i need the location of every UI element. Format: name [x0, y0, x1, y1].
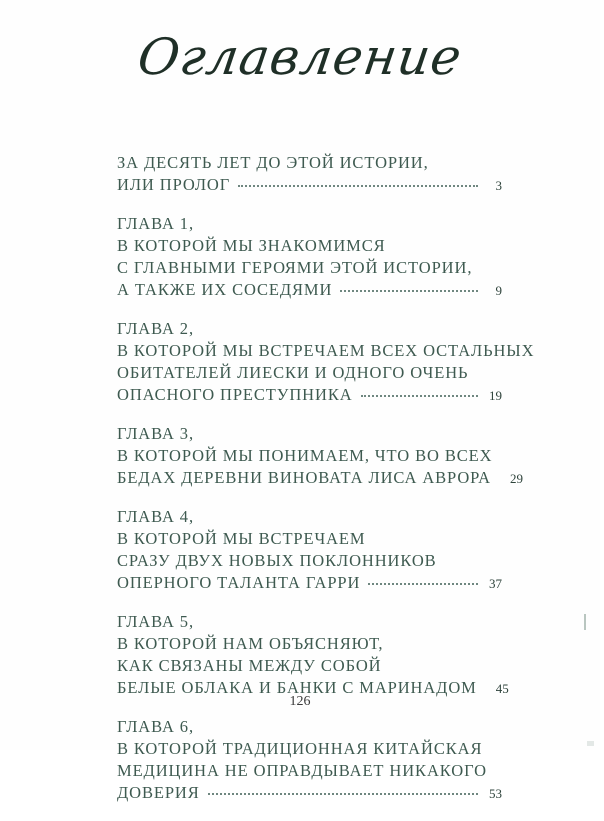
toc-entry-last-text: А ТАКЖЕ ИХ СОСЕДЯМИ	[117, 280, 333, 299]
toc-entry	[117, 611, 509, 700]
toc-entry-line: ГЛАВА 5,	[117, 612, 194, 631]
toc-entry	[117, 423, 523, 490]
toc-entry-line: ГЛАВА 1,	[117, 214, 194, 233]
toc-entry	[117, 506, 502, 595]
dot-leader	[340, 290, 478, 292]
corner-mark	[587, 741, 594, 746]
toc-entry-last-text: ДОВЕРИЯ	[117, 783, 200, 802]
toc-page-number: 53	[489, 786, 502, 801]
toc-entry-last-line	[117, 467, 523, 490]
toc-entry-last-text: ИЛИ ПРОЛОГ	[117, 175, 231, 194]
toc-page-number: 9	[495, 283, 502, 298]
toc-entry-line: ОБИТАТЕЛЕЙ ЛИЕСКИ И ОДНОГО ОЧЕНЬ	[117, 363, 469, 382]
toc-entry-line: В КОТОРОЙ МЫ ПОНИМАЕМ, ЧТО ВО ВСЕХ	[117, 446, 493, 465]
toc-entry-last-line	[117, 782, 502, 805]
page-title: Оглавление	[134, 28, 466, 86]
toc-entry-line: ЗА ДЕСЯТЬ ЛЕТ ДО ЭТОЙ ИСТОРИИ,	[117, 153, 429, 172]
toc-entry-last-text: БЕДАХ ДЕРЕВНИ ВИНОВАТА ЛИСА АВРОРА	[117, 468, 491, 487]
page-number: 126	[289, 694, 311, 709]
toc-entry	[117, 318, 535, 407]
toc-page-number: 29	[509, 471, 523, 486]
toc-entry-last-line	[117, 384, 502, 407]
toc-entry-line: В КОТОРОЙ НАМ ОБЪЯСНЯЮТ,	[117, 634, 384, 653]
toc-entry-last-text: ОПЕРНОГО ТАЛАНТА ГАРРИ	[117, 573, 361, 592]
toc-entry	[117, 213, 502, 302]
toc-entry-last-line	[117, 279, 502, 302]
toc-entry-last-text: БЕЛЫЕ ОБЛАКА И БАНКИ С МАРИНАДОМ	[117, 678, 477, 697]
toc-entry-line: В КОТОРОЙ МЫ ЗНАКОМИМСЯ	[117, 236, 386, 255]
dot-leader	[368, 583, 478, 585]
toc-entry	[117, 152, 502, 197]
toc-entry-last-line	[117, 174, 502, 197]
toc-entry-last-text: ОПАСНОГО ПРЕСТУПНИКА	[117, 385, 353, 404]
toc-entry-line: В КОТОРОЙ МЫ ВСТРЕЧАЕМ ВСЕХ ОСТАЛЬНЫХ	[117, 341, 535, 360]
toc-page-number: 45	[495, 681, 509, 696]
toc-entry-line: С ГЛАВНЫМИ ГЕРОЯМИ ЭТОЙ ИСТОРИИ,	[117, 258, 473, 277]
toc-entry-line: СРАЗУ ДВУХ НОВЫХ ПОКЛОННИКОВ	[117, 551, 437, 570]
dot-leader	[361, 395, 478, 397]
toc-entry-line: ГЛАВА 4,	[117, 507, 194, 526]
toc-entry-line: В КОТОРОЙ ТРАДИЦИОННАЯ КИТАЙСКАЯ	[117, 739, 483, 758]
toc-entry-line: ГЛАВА 6,	[117, 717, 194, 736]
toc-page-number: 37	[489, 576, 502, 591]
toc-entry-line: КАК СВЯЗАНЫ МЕЖДУ СОБОЙ	[117, 656, 382, 675]
toc-page-number: 19	[489, 388, 502, 403]
toc-entry	[117, 716, 502, 805]
table-of-contents	[117, 152, 535, 821]
toc-entry-last-line	[117, 572, 502, 595]
toc-entry-line: В КОТОРОЙ МЫ ВСТРЕЧАЕМ	[117, 529, 366, 548]
dot-leader	[208, 793, 478, 795]
toc-page-number: 3	[495, 178, 502, 193]
toc-entry-line: ГЛАВА 3,	[117, 424, 194, 443]
toc-entry-line: ГЛАВА 2,	[117, 319, 194, 338]
dot-leader	[238, 185, 478, 187]
toc-entry-line: МЕДИЦИНА НЕ ОПРАВДЫВАЕТ НИКАКОГО	[117, 761, 487, 780]
edge-mark	[584, 614, 586, 630]
